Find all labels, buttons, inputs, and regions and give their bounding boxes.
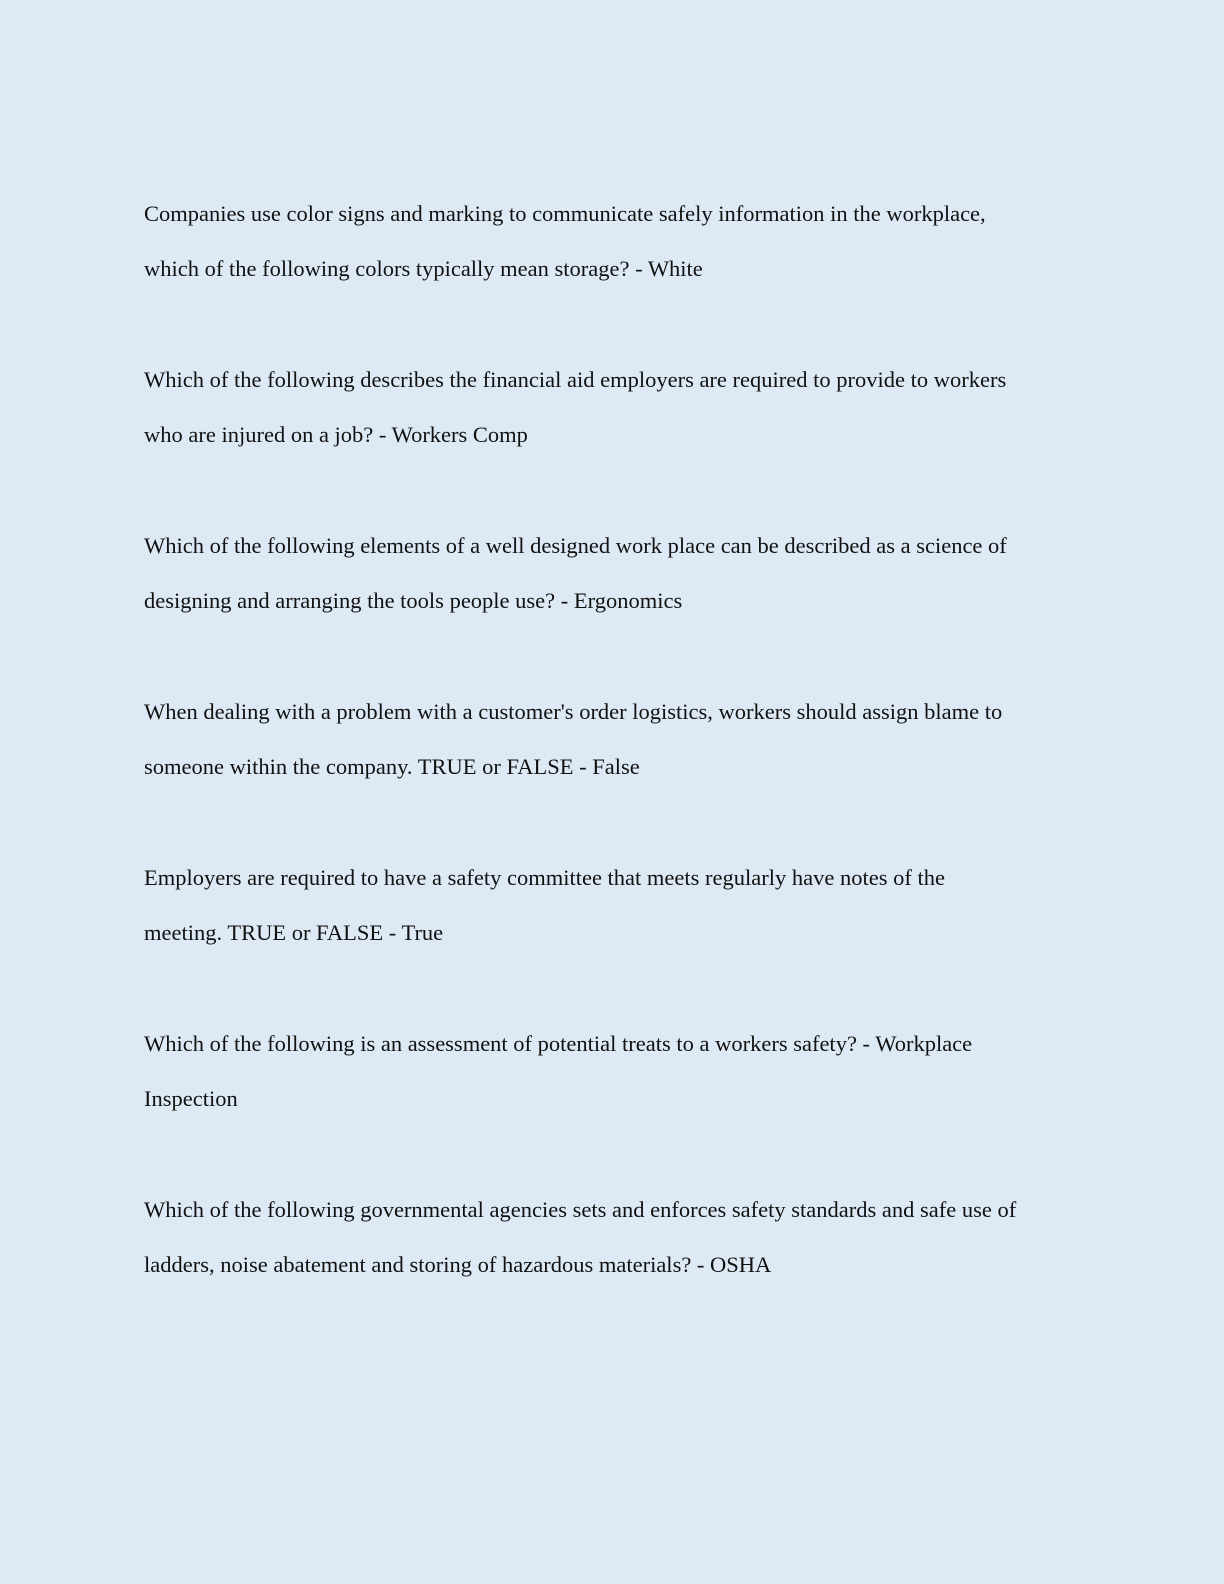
question-line: someone within the company. TRUE or FALSE - False <box>144 754 640 779</box>
question-line: designing and arranging the tools people use? - Ergonomics <box>144 588 683 613</box>
question-line: Which of the following governmental agencies sets and enforces safety standards and safe use of <box>144 1197 1017 1222</box>
question-line: ladders, noise abatement and storing of hazardous materials? - OSHA <box>144 1252 772 1277</box>
question-line: who are injured on a job? - Workers Comp <box>144 422 528 447</box>
question-answer-1 <box>144 186 1084 296</box>
question-line: Which of the following elements of a well designed work place can be described as a science of <box>144 533 1007 558</box>
question-line: Which of the following describes the financial aid employers are required to provide to workers <box>144 367 1007 392</box>
question-answer-4 <box>144 684 1084 794</box>
question-answer-6 <box>144 1016 1084 1126</box>
question-answer-3 <box>144 518 1084 628</box>
question-line: Inspection <box>144 1086 238 1111</box>
question-answer-5 <box>144 850 1084 960</box>
question-line: meeting. TRUE or FALSE - True <box>144 920 444 945</box>
question-line: Employers are required to have a safety committee that meets regularly have notes of the <box>144 865 945 890</box>
question-answer-7 <box>144 1182 1084 1292</box>
question-line: Companies use color signs and marking to communicate safely information in the workplace, <box>144 201 986 226</box>
question-line: When dealing with a problem with a customer's order logistics, workers should assign blame to <box>144 699 1003 724</box>
question-answer-2 <box>144 352 1084 462</box>
question-line: which of the following colors typically mean storage? - White <box>144 256 703 281</box>
question-line: Which of the following is an assessment of potential treats to a workers safety? - Workplace <box>144 1031 973 1056</box>
